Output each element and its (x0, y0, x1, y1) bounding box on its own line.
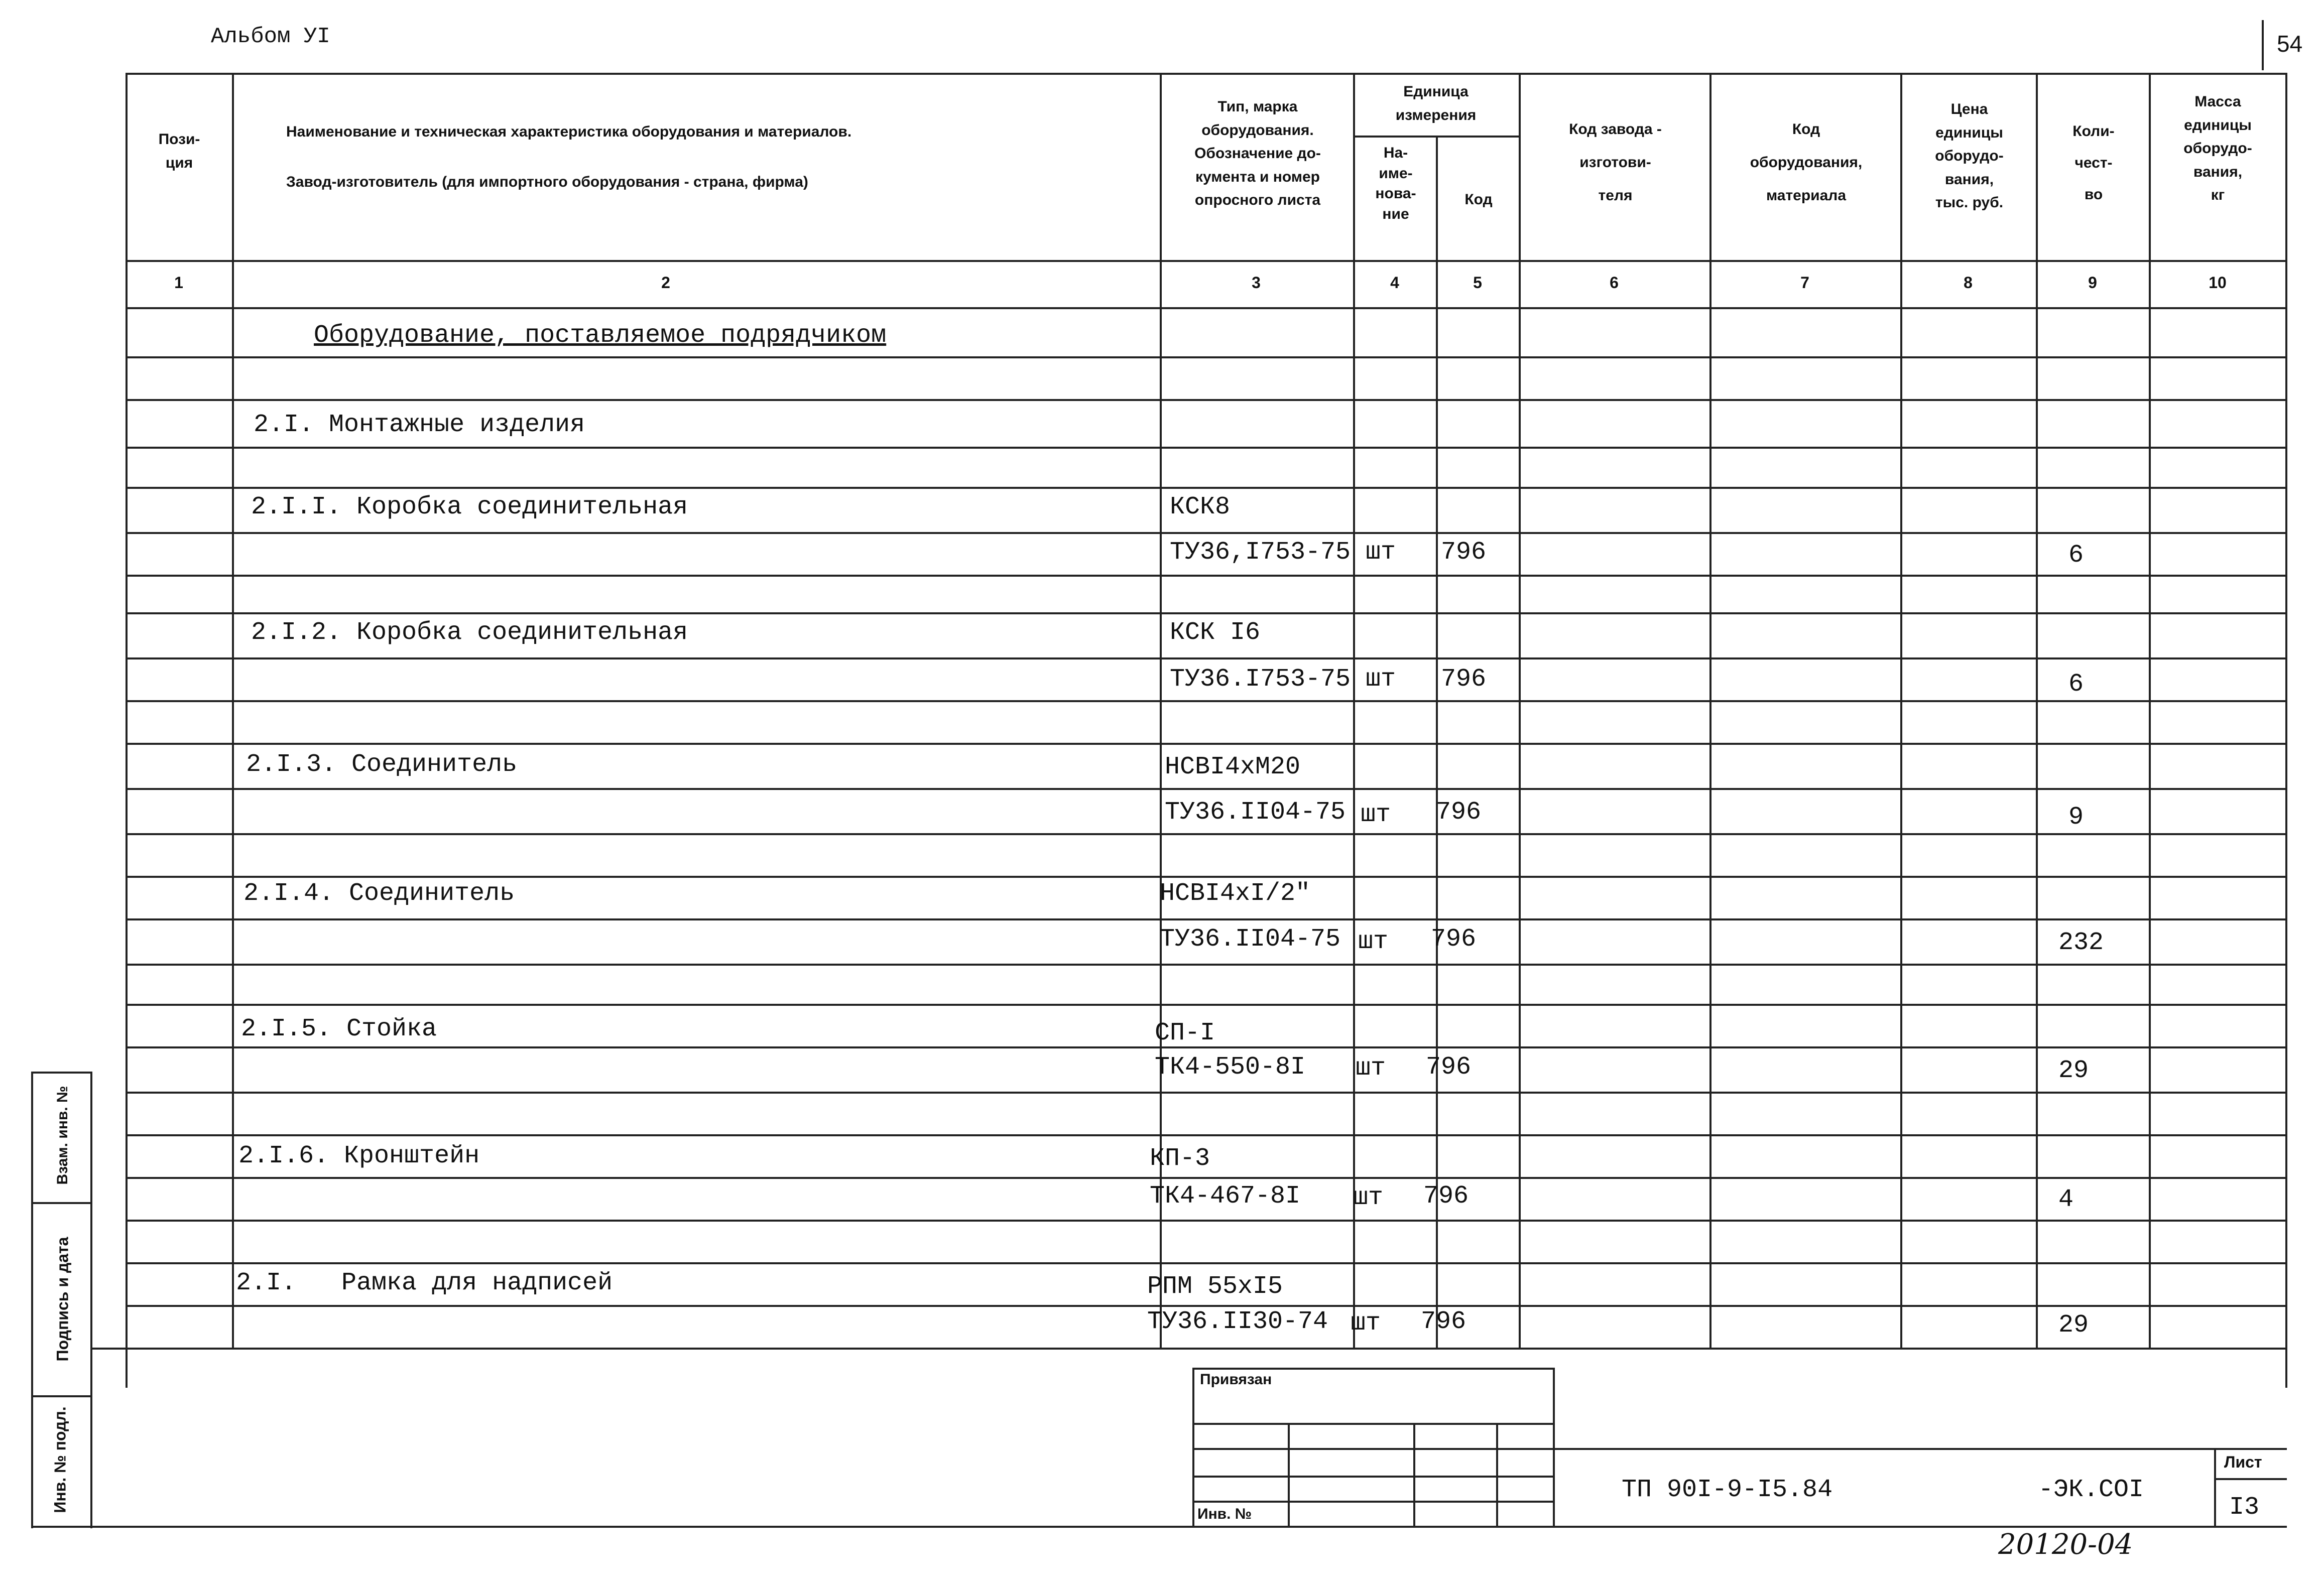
sheet-number: I3 (2229, 1493, 2260, 1522)
item-unit: шт (1361, 801, 1391, 829)
item-unit: шт (1356, 1054, 1386, 1083)
column-number: 4 (1390, 274, 1399, 292)
item-name: 2.I.2. Коробка соединительная (251, 618, 688, 647)
header-type: Тип, марка оборудования. Обозначение до- кумента и номер опросного листа (1194, 98, 1321, 208)
header-plant-code: Код завода - изготови- теля (1569, 121, 1662, 204)
item-type: СП-I (1155, 1019, 1215, 1047)
item-unit-code: 796 (1421, 1307, 1466, 1336)
item-quantity: 29 (2058, 1056, 2089, 1085)
item-unit-code: 796 (1441, 538, 1487, 567)
page-number: 54 (2277, 31, 2303, 57)
item-type: РПМ 55хI5 (1147, 1272, 1283, 1301)
item-name: 2.I.6. Кронштейн (238, 1142, 480, 1170)
item-type: КСК I6 (1170, 618, 1261, 647)
item-document: ТУ36.II30-74 (1147, 1307, 1328, 1336)
designation-suffix: -ЭК.СОI (2038, 1476, 2144, 1504)
handwritten-code: 20120-04 (1998, 1528, 2133, 1561)
item-type: КП-3 (1150, 1144, 1210, 1173)
item-type: КСК8 (1170, 493, 1231, 521)
item-unit-code: 796 (1426, 1053, 1472, 1082)
column-number: 3 (1252, 274, 1261, 292)
item-document: ТУ36.II04-75 (1160, 925, 1341, 954)
column-number: 10 (2209, 274, 2227, 292)
item-unit: шт (1353, 1183, 1384, 1212)
header-unit-group: Единица измерения (1395, 83, 1477, 123)
item-quantity: 29 (2058, 1311, 2089, 1340)
column-number: 9 (2088, 274, 2097, 292)
item-document: ТК4-467-8I (1150, 1182, 1301, 1211)
stamp-signature-date: Подпись и дата (53, 1237, 72, 1362)
header-name-line2: Завод-изготовитель (для импортного оборудования - страна, фирма) (286, 174, 808, 190)
header-equipment-code: Код оборудования, материала (1750, 121, 1863, 204)
subsection-title: 2.I. Монтажные изделия (254, 411, 585, 439)
column-number: 5 (1473, 274, 1482, 292)
item-document: ТК4-550-8I (1155, 1053, 1306, 1082)
album-label: Альбом УI (211, 24, 330, 49)
column-number: 7 (1800, 274, 1809, 292)
column-number: 1 (174, 274, 183, 292)
item-unit-code: 796 (1431, 925, 1477, 954)
item-quantity: 6 (2068, 670, 2084, 699)
sheet-label: Лист (2224, 1453, 2262, 1471)
item-unit-code: 796 (1423, 1182, 1469, 1211)
header-quantity: Коли- чест- во (2072, 123, 2115, 203)
header-mass: Масса единицы оборудо- вания, кг (2183, 93, 2252, 203)
item-name: 2.I. Рамка для надписей (236, 1269, 613, 1297)
item-quantity: 9 (2068, 803, 2084, 832)
item-document: ТУ36,I753-75 (1170, 538, 1351, 567)
item-name: 2.I.4. Соединитель (243, 879, 515, 908)
item-type: НСВI4хМ20 (1165, 753, 1301, 781)
item-quantity: 4 (2058, 1185, 2074, 1214)
item-unit-code: 796 (1441, 665, 1487, 694)
item-quantity: 232 (2058, 929, 2104, 957)
item-unit: шт (1366, 538, 1396, 567)
item-unit: шт (1351, 1309, 1381, 1338)
item-name: 2.I.5. Стойка (241, 1015, 437, 1043)
item-document: ТУ36.I753-75 (1170, 665, 1351, 694)
designation: ТП 90I-9-I5.84 (1622, 1476, 1833, 1504)
item-name: 2.I.3. Соединитель (246, 750, 518, 779)
header-price: Цена единицы оборудо- вания, тыс. руб. (1935, 101, 2004, 211)
stamp-replaced-inventory: Взам. инв. № (54, 1086, 71, 1185)
header-unit-code: Код (1464, 191, 1493, 208)
header-name-line1: Наименование и техническая характеристика оборудования и материалов. (286, 123, 852, 140)
column-number: 2 (661, 274, 670, 292)
section-title: Оборудование, поставляемое подрядчиком (314, 321, 887, 350)
item-unit: шт (1366, 665, 1396, 694)
bound-label: Привязан (1200, 1371, 1272, 1388)
header-position: Пози- ция (158, 131, 200, 171)
item-name: 2.I.I. Коробка соединительная (251, 493, 688, 521)
column-number: 8 (1964, 274, 1973, 292)
inventory-number-label: Инв. № (1197, 1506, 1252, 1522)
item-document: ТУ36.II04-75 (1165, 798, 1346, 827)
column-number: 6 (1610, 274, 1619, 292)
item-quantity: 6 (2068, 541, 2084, 570)
header-unit-name: На- име- нова- ние (1375, 145, 1416, 222)
item-type: НСВI4хI/2" (1160, 879, 1311, 908)
item-unit: шт (1358, 928, 1389, 956)
item-unit-code: 796 (1436, 798, 1482, 827)
stamp-original-inventory: Инв. № подл. (51, 1406, 69, 1513)
